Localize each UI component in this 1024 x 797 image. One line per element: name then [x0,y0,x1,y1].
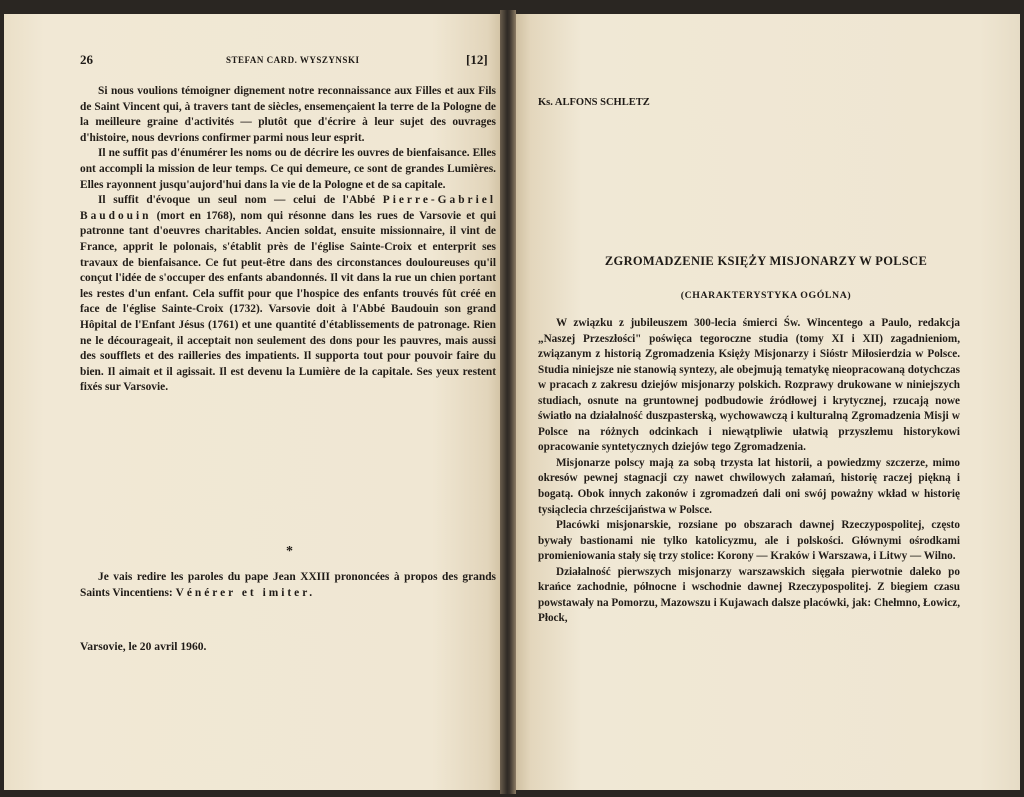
article-author: Ks. ALFONS SCHLETZ [538,97,650,108]
paragraph: Działalność pierwszych misjonarzy warszawskich sięgała pierwotnie daleko po krańce zachodnie, północne i wschodnie dawnej Rzeczypospolitej. Z biegiem czasu powstawały na Pomorzu, Mazowszu i Kujawach dalsze placówki, jak: Chełmno, Łowicz, Płock, [538,565,961,625]
paragraph: Misjonarze polscy mają za sobą trzysta lat historii, a powiedzmy szczerze, mimo okresów pewnej stagnacji czy nawet chwilowych załamań, historię raczej piękną i bogatą. Obok innych zakonów i zgromadzeń dali oni swój poważny wkład w historię tysiąclecia chrześcijaństwa w Polsce. [538,456,960,516]
paragraph [80,193,496,396]
right-page [510,14,1020,790]
article-title: ZGROMADZENIE KSIĘŻY MISJONARZY W POLSCE [604,254,928,268]
paragraph: Si nous voulions témoigner dignement notre reconnaissance aux Filles et aux Fils de Saint Vincent qui, à travers tant de siècles, ensemençaient la terre de la Pologne de la meilleure graine d'activités — plutôt que d'écrire à leur sujet des ouvrages d'histoire, nous devrions confirmer parmi nous leur esprit. [80,85,496,144]
text-run: Je vais redire les paroles du pape Jean XXIII prononcées à propos des grands Saints Vincentiens: [80,571,496,599]
section-reference: [12] [466,52,488,67]
paragraph: Placówki misjonarskie, rozsiane po obszarach dawnej Rzeczypospolitej, często bywały bastionami nie tylko katolicyzmu, ale i polskości. Głównymi ośrodkami promieniowania stały się trzy stolice: Korony — Kraków i Warszawa, i Litwy — Wilno. [538,519,960,563]
dateline: Varsovie, le 20 avril 1960. [80,640,207,653]
spaced-motto: Vénérer et imiter. [175,586,316,599]
spaced-name: Pierre-Gabriel Baudouin [80,194,496,222]
page-number: 26 [80,52,93,67]
text-run: (mort en 1768), nom qui résonne dans les rues de Varsovie et qui patronne tant d'oeuvres charitables. Ancien soldat, ensuite missionnaire, il vint de France, apprit le polonais, s'établit près de l'église Sainte-Croix et enterprit ses travaux de bienfaisance. Ce fut peut-être dans des circonstances douloureuses qu'il conçut l'idée de s'occuper des enfants abandonnés. Il vit dans la rue un chien portant les restes d'un enfant. Cela suffit pour que l'hospice des enfants trouvés fût créé en face de l'église Sainte-Croix (1732). Varsovie doit à l'Abbé Baudouin son grand Hôpital de l'Enfant Jésus (1761) et une quantité d'établissements de patronage. Rien ne le décourageait, il acceptait non seulement des dons pour les pauvres, mais aussi des soufflets et des railleries des impatients. Il supporta tout pour pouvoir faire du bien. Il aimait et il agissait. Il est devenu la Lumière de la capitale. Ses yeux restent fixés sur Varsovie. [80,209,496,394]
section-separator: * [286,544,293,559]
article-subtitle: (CHARAKTERYSTYKA OGÓLNA) [680,290,852,301]
book-gutter [500,10,516,794]
running-title: STEFAN CARD. WYSZYNSKI [226,55,360,65]
paragraph [80,570,496,601]
paragraph: Il ne suffit pas d'énumérer les noms ou de décrire les ouvres de bienfaisance. Elles ont accompli la mission de leur temps. Ce qui demeure, ce sont de grandes Lumières. Elles rayonnent jusqu'aujord'hui dans la vie de la Pologne et de sa capitale. [80,147,496,191]
right-body-text [538,316,960,627]
left-page [4,14,508,790]
paragraph: W związku z jubileuszem 300-lecia śmierci Św. Wincentego a Paulo, redakcja „Naszej Przeszłości" poświęca tegoroczne studia (tomy XI i XII) zagadnieniom, związanym z historią Zgromadzenia Księży Misjonarzy i Sióstr Miłosierdzia w Polsce. Studia niniejsze nie stanowią syntezy, ale obejmują tematykę nieopracowaną dotychczas w pracach z zakresu dziejów misjonarzy polskich. Rozprawy drukowane w niniejszych studiach, osnute na gruntownej podbudowie źródłowej i krytycznej, rzucają nowe światło na działalność duszpasterską, wychowawczą i kulturalną Zgromadzenia Misji w Polsce na różnych odcinkach i niewątpliwie ułatwią przyszłemu historykowi opracowanie syntetycznych dziejów tego Zgromadzenia. [538,317,960,454]
left-body-text [80,84,496,396]
closing-quote [80,570,496,601]
text-run: Il suffit d'évoque un seul nom — celui de l'Abbé [98,194,376,207]
